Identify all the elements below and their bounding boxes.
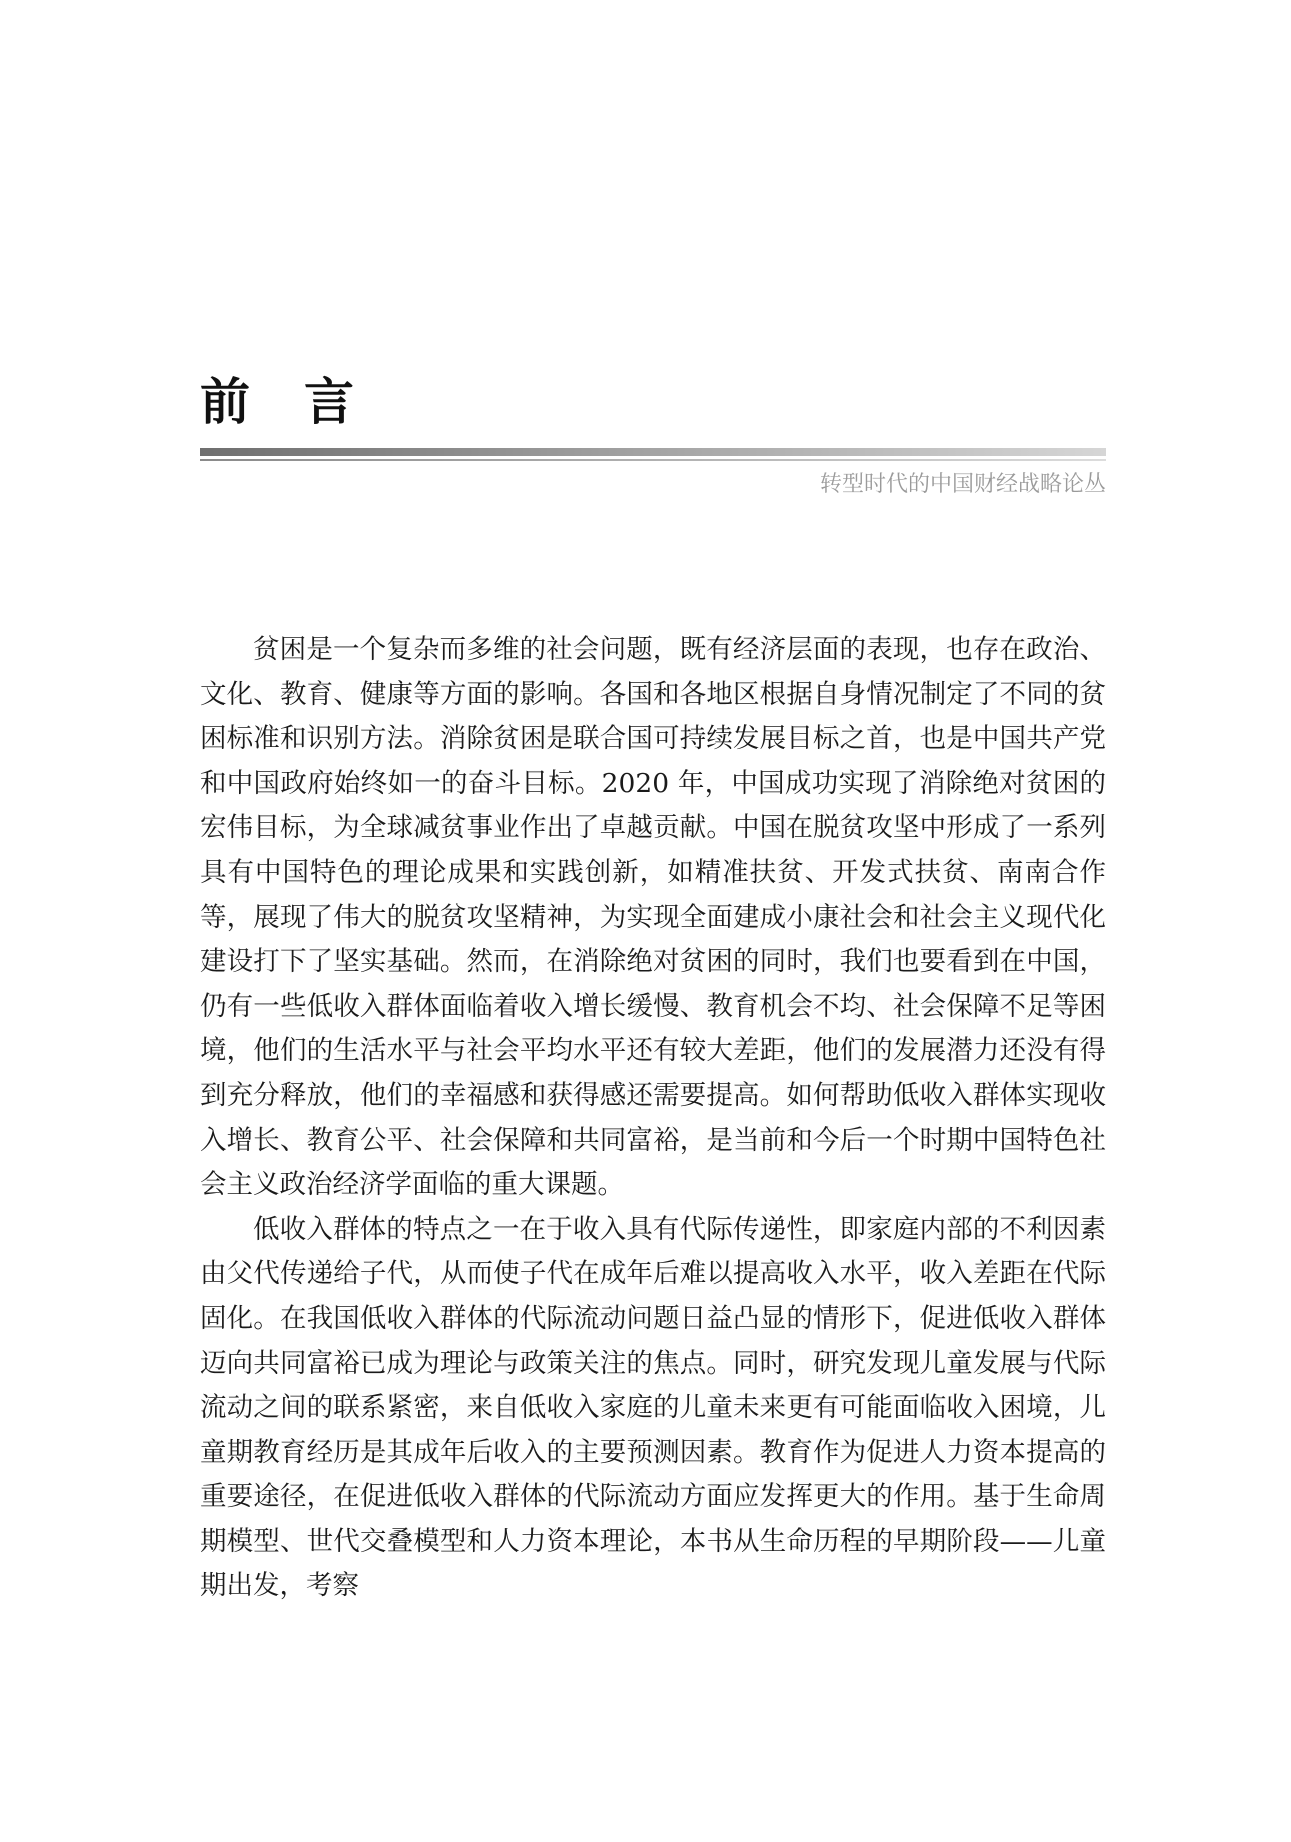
body-text: [200, 628, 1106, 1609]
title-underline-rule: [200, 448, 1106, 462]
body-paragraph-1: 贫困是一个复杂而多维的社会问题，既有经济层面的表现，也存在政治、文化、教育、健康等方面的影响。各国和各地区根据自身情况制定了不同的贫困标准和识别方法。消除贫困是联合国可持续发展目标之首，也是中国共产党和中国政府始终如一的奋斗目标。2020 年，中国成功实现了消除绝对贫困的宏伟目标，为全球减贫事业作出了卓越贡献。中国在脱贫攻坚中形成了一系列具有中国特色的理论成果和实践创新，如精准扶贫、开发式扶贫、南南合作等，展现了伟大的脱贫攻坚精神，为实现全面建成小康社会和社会主义现代化建设打下了坚实基础。然而，在消除绝对贫困的同时，我们也要看到在中国，仍有一些低收入群体面临着收入增长缓慢、教育机会不均、社会保障不足等困境，他们的生活水平与社会平均水平还有较大差距，他们的发展潜力还没有得到充分释放，他们的幸福感和获得感还需要提高。如何帮助低收入群体实现收入增长、教育公平、社会保障和共同富裕，是当前和今后一个时期中国特色社会主义政治经济学面临的重大课题。: [200, 634, 1106, 1201]
title-rule-thin-line: [200, 459, 1106, 461]
chapter-title: 前言: [200, 373, 408, 431]
series-name-header: 转型时代的中国财经战略论丛: [819, 472, 1106, 497]
body-paragraph-2: 低收入群体的特点之一在于收入具有代际传递性，即家庭内部的不利因素由父代传递给子代，从而使子代在成年后难以提高收入水平，收入差距在代际固化。在我国低收入群体的代际流动问题日益凸显的情形下，促进低收入群体迈向共同富裕已成为理论与政策关注的焦点。同时，研究发现儿童发展与代际流动之间的联系紧密，来自低收入家庭的儿童未来更有可能面临收入困境，儿童期教育经历是其成年后收入的主要预测因素。教育作为促进人力资本提高的重要途径，在促进低收入群体的代际流动方面应发挥更大的作用。基于生命周期模型、世代交叠模型和人力资本理论，本书从生命历程的早期阶段——儿童期出发，考察: [200, 1213, 1106, 1602]
title-rule-thick-bar: [200, 448, 1106, 456]
